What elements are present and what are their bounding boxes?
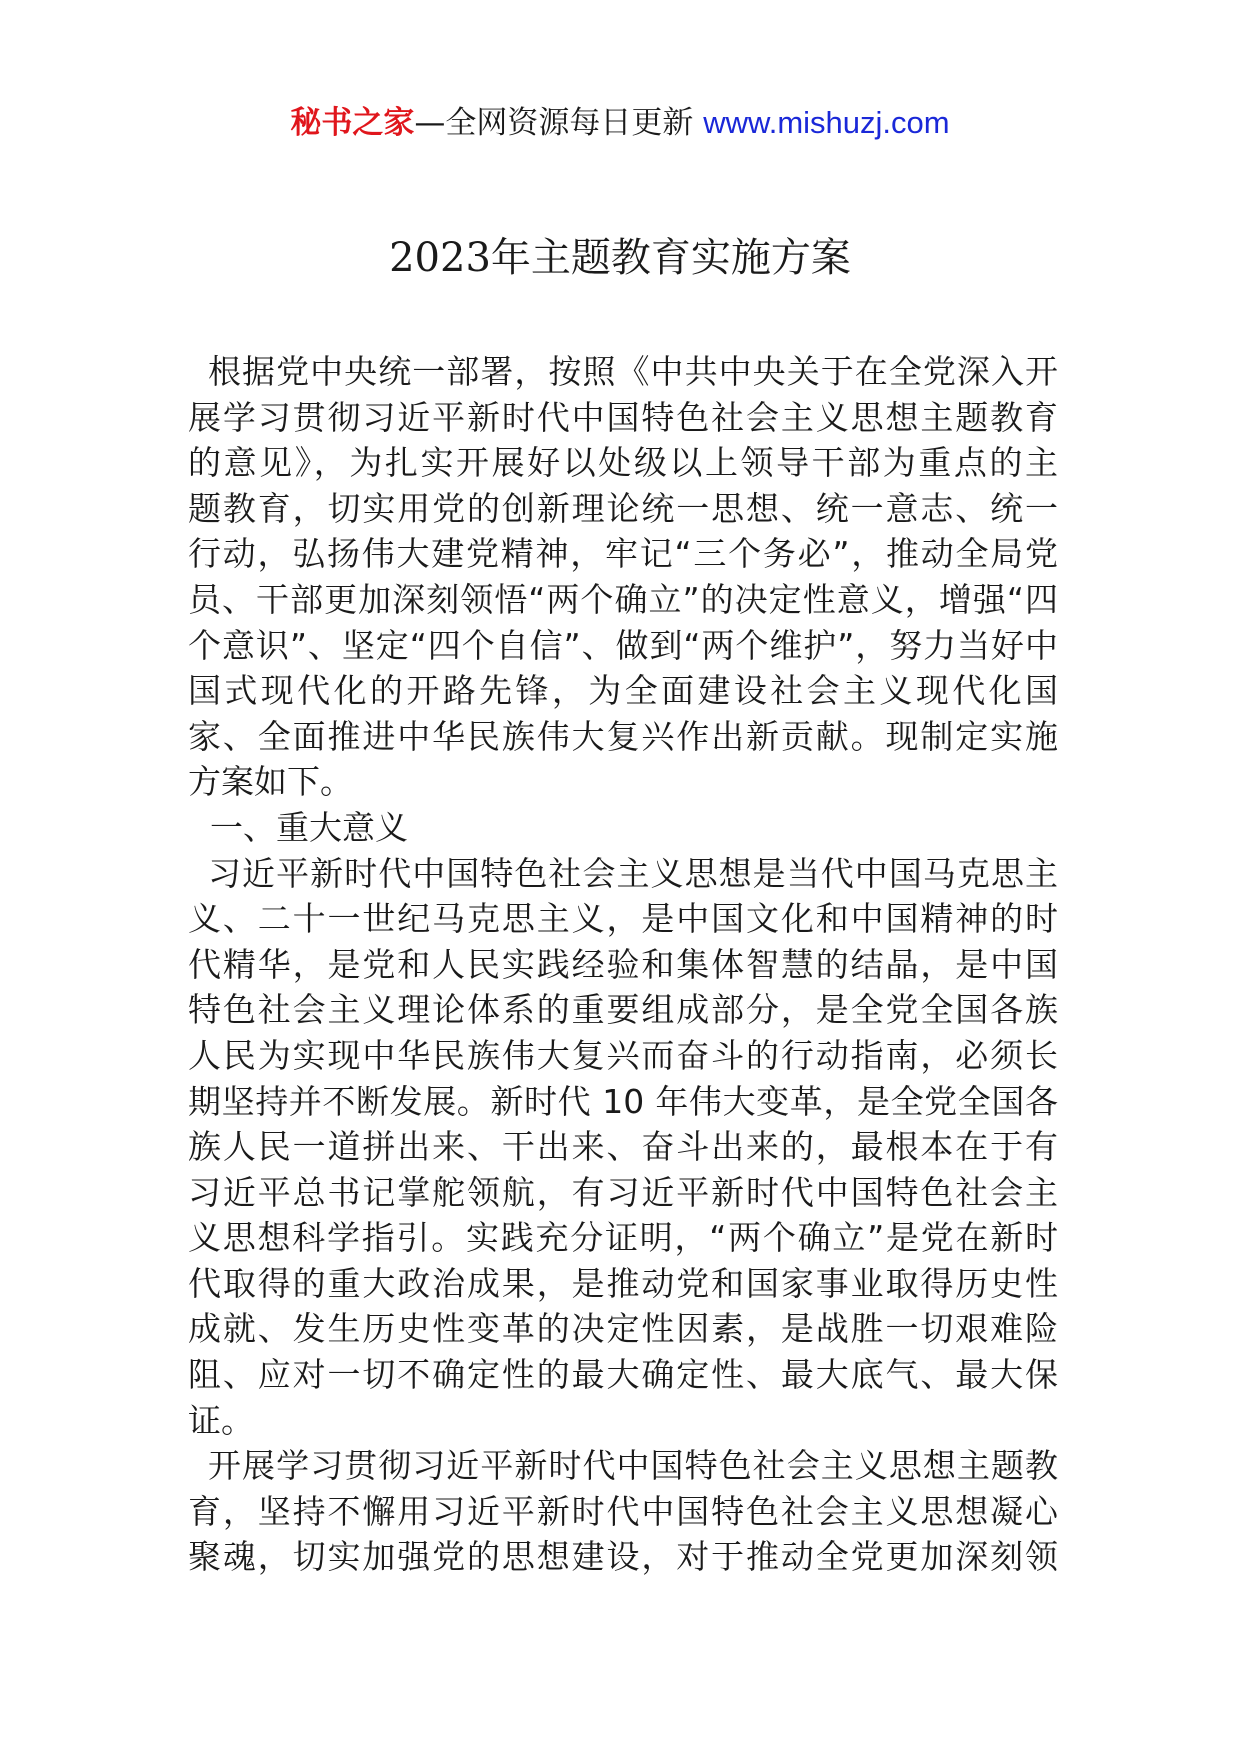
text-line: 成就、发生历史性变革的决定性因素，是战胜一切艰难险 (188, 1309, 1058, 1349)
text-line: 员、干部更加深刻领悟“两个确立”的决定性意义，增强“四 (188, 579, 1058, 619)
text-line: 的意见》，为扎实开展好以处级以上领导干部为重点的主 (188, 443, 1058, 483)
document-title: 2023年主题教育实施方案 (389, 235, 851, 281)
text-line: 国式现代化的开路先锋，为全面建设社会主义现代化国 (188, 671, 1058, 711)
slogan: —全网资源每日更新 (414, 105, 694, 141)
text-line: 开展学习贯彻习近平新时代中国特色社会主义思想主题教 (208, 1446, 1058, 1486)
paragraph-significance (188, 851, 1058, 1444)
text-line: 题教育，切实用党的创新理论统一思想、统一意志、统一 (188, 488, 1058, 528)
text-line: 特色社会主义理论体系的重要组成部分，是全党全国各族 (188, 990, 1058, 1030)
text-line: 习近平总书记掌舵领航，有习近平新时代中国特色社会主 (188, 1172, 1058, 1212)
text-line: 期坚持并不断发展。新时代 10 年伟大变革，是全党全国各 (188, 1081, 1058, 1121)
text-line: 阻、应对一切不确定性的最大确定性、最大底气、最大保 (188, 1355, 1058, 1395)
paragraph-study (188, 1443, 1058, 1580)
text-line: 聚魂，切实加强党的思想建设，对于推动全党更加深刻领 (188, 1537, 1058, 1577)
text-line: 育，坚持不懈用习近平新时代中国特色社会主义思想凝心 (188, 1491, 1058, 1531)
document-body (188, 349, 1058, 1580)
site-url-link[interactable]: www.mishuzj.com (703, 105, 950, 140)
text-line: 方案如下。 (188, 762, 353, 802)
site-banner (0, 100, 1240, 146)
text-line: 证。 (188, 1400, 254, 1440)
text-line: 行动，弘扬伟大建党精神，牢记“三个务必”，推动全局党 (188, 534, 1058, 574)
text-line: 个意识”、坚定“四个自信”、做到“两个维护”，努力当好中 (188, 625, 1058, 665)
text-line: 代精华，是党和人民实践经验和集体智慧的结晶，是中国 (188, 944, 1058, 984)
section-heading: 一、重大意义 (210, 807, 408, 847)
text-line: 展学习贯彻习近平新时代中国特色社会主义思想主题教育 (188, 397, 1058, 437)
paragraph-intro (188, 349, 1058, 805)
text-line: 家、全面推进中华民族伟大复兴作出新贡献。现制定实施 (188, 716, 1058, 756)
brand-name: 秘书之家 (290, 105, 415, 141)
text-line: 族人民一道拼出来、干出来、奋斗出来的，最根本在于有 (188, 1127, 1058, 1167)
text-line: 义思想科学指引。实践充分证明，“两个确立”是党在新时 (188, 1218, 1058, 1258)
text-line: 习近平新时代中国特色社会主义思想是当代中国马克思主 (208, 853, 1058, 893)
text-line: 人民为实现中华民族伟大复兴而奋斗的行动指南，必须长 (188, 1035, 1058, 1075)
text-line: 根据党中央统一部署，按照《中共中央关于在全党深入开 (208, 352, 1058, 391)
text-line: 代取得的重大政治成果，是推动党和国家事业取得历史性 (188, 1263, 1058, 1303)
text-line: 义、二十一世纪马克思主义，是中国文化和中国精神的时 (188, 899, 1058, 939)
